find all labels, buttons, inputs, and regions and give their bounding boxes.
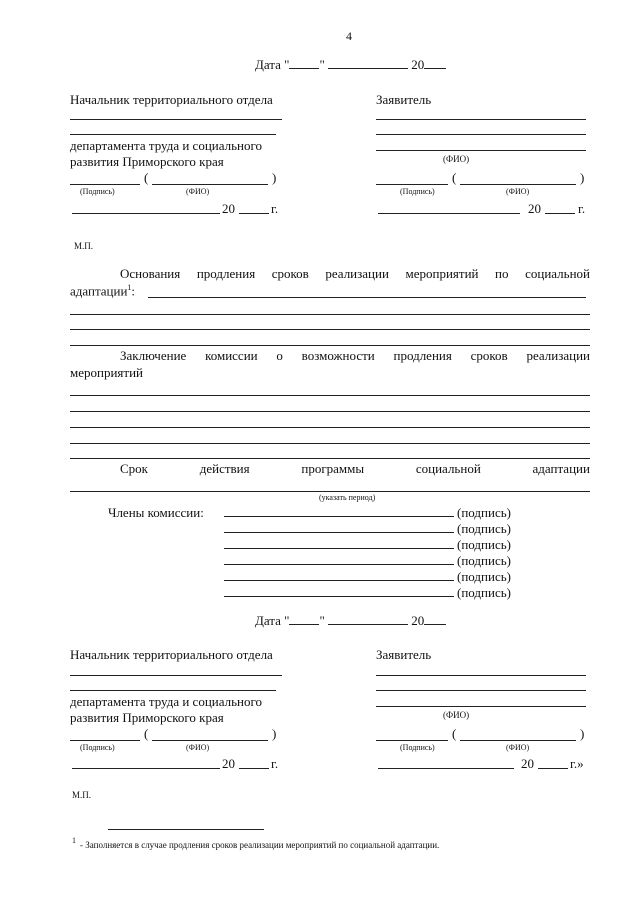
date-label: Дата bbox=[255, 57, 281, 72]
fio-hint: (ФИО) bbox=[186, 187, 210, 196]
stamp-place: М.П. bbox=[74, 241, 94, 251]
head-title-line2: департамента труда и социального bbox=[70, 138, 263, 153]
term-text: Срок действия программы социальной адаптации bbox=[120, 461, 590, 476]
signature-1: (подпись) bbox=[457, 505, 511, 520]
signature-6: (подпись) bbox=[457, 585, 511, 600]
date-line: Дата " " 20 bbox=[255, 57, 446, 73]
conclusion-text2: мероприятий bbox=[70, 365, 143, 380]
head-title-line1: Начальник территориального отдела bbox=[70, 92, 273, 107]
signature-4: (подпись) bbox=[457, 553, 511, 568]
signature-3: (подпись) bbox=[457, 537, 511, 552]
period-hint: (указать период) bbox=[319, 493, 376, 502]
podpis-hint: (Подпись) bbox=[80, 187, 115, 196]
page-number: 4 bbox=[346, 29, 352, 43]
date-year: 20 bbox=[411, 57, 425, 72]
signature-5: (подпись) bbox=[457, 569, 511, 584]
members-label: Члены комиссии: bbox=[108, 505, 204, 520]
footnote-mark: 1 bbox=[72, 836, 76, 845]
date-line-2: Дата " " 20 bbox=[255, 613, 446, 629]
applicant-title: Заявитель bbox=[376, 92, 432, 107]
stamp-place-2: М.П. bbox=[72, 790, 92, 800]
reasons-text: Основания продления сроков реализации мероприятий по социальной bbox=[120, 266, 590, 281]
conclusion-text: Заключение комиссии о возможности продления сроков реализации bbox=[120, 348, 590, 363]
reasons-text2: адаптации$^1$: bbox=[70, 283, 136, 299]
head-title-line3: развития Приморского края bbox=[70, 154, 224, 169]
signature-2: (подпись) bbox=[457, 521, 511, 536]
footnote-text: - Заполняется в случае продления сроков реализации мероприятий по социальной адаптации. bbox=[80, 840, 440, 850]
